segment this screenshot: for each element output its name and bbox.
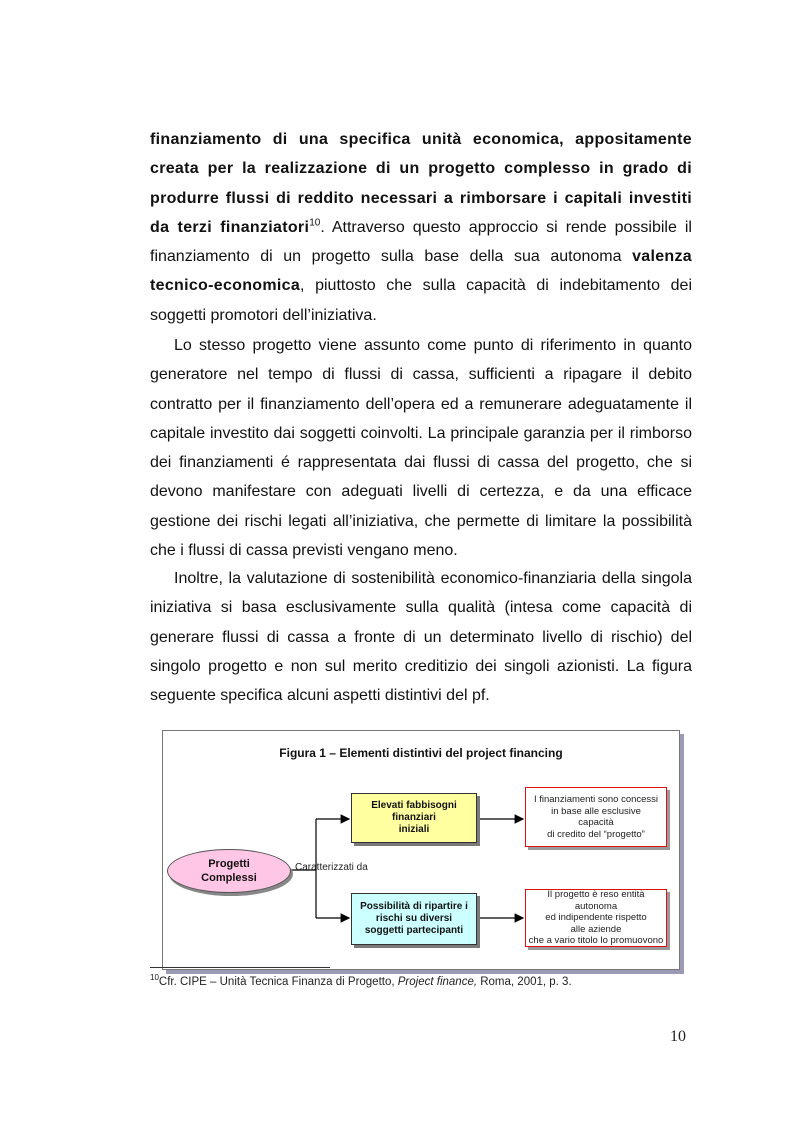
figure-title: Figura 1 – Elementi distintivi del project financing (279, 746, 563, 760)
paragraph-1 (150, 125, 692, 330)
bottom-box-line-2: rischi su diversi (375, 913, 453, 924)
footnote-divider (150, 967, 330, 968)
bottom-result-line-2: ed indipendente rispetto (545, 912, 647, 924)
top-result-line-1: I finanziamenti sono concessi (533, 794, 659, 805)
bottom-box-line-3: soggetti partecipanti (364, 925, 464, 936)
figure-1 (162, 730, 680, 970)
top-result-line-3: capacità (578, 817, 614, 828)
paragraph-1-text-b: , piuttosto che sulla capacità di indebitamento dei soggetti promotori dell’iniziativa. (150, 277, 692, 324)
top-result-line-2: in base alle esclusive (551, 805, 641, 817)
top-box-line-1: Elevati fabbisogni (371, 800, 457, 811)
top-box-line-3: iniziali (398, 824, 430, 835)
paragraph-2: Lo stesso progetto viene assunto come punto di riferimento in quanto generatore nel tempo di flussi di cassa, sufficienti a ripagare il debito contratto per il finanziamento dell’opera ed a remunerare adeguatamente il capitale investito dai soggetti coinvolti. La principale garanzia per il rimborso dei finanziamenti é rappresentata dai flussi di cassa del progetto, che si devono manifestare con adeguati livelli di certezza, e da una efficace gestione dei rischi legati all’iniziativa, che permette di limitare la possibilità che i flussi di cassa previsti vengano meno. (150, 337, 692, 560)
bold-mid-text: valenza tecnico-economica (150, 248, 692, 295)
result-credit-capacity (525, 787, 667, 847)
root-line-2: Complessi (201, 872, 257, 884)
root-node-projects (167, 849, 291, 893)
bottom-box-line-1: Possibilità di ripartire i (360, 901, 468, 912)
top-box-line-2: finanziari (392, 812, 436, 823)
bottom-result-line-3: alle aziende (570, 923, 622, 935)
paragraph-1-text-a: . Attraverso questo approccio si rende possibile il finanziamento di un progetto sulla base della sua autonoma (150, 218, 692, 266)
footnote-number: 10 (150, 973, 159, 983)
node-risk-sharing (351, 893, 477, 945)
result-autonomous-entity (525, 889, 667, 947)
footnote (150, 973, 572, 988)
footnote-text-b: Roma, 2001, p. 3. (477, 976, 572, 988)
bottom-result-line-1: Il progetto è reso entità autonoma (547, 889, 645, 912)
bottom-result-line-4: che a vario titolo lo promuovono (528, 935, 664, 947)
top-result-line-4: di credito del “progetto” (547, 828, 645, 840)
footnote-title: Project finance, (397, 976, 478, 988)
root-line-1: Progetti (208, 858, 250, 870)
footnote-ref[interactable]: 10 (309, 217, 321, 229)
bold-lead-text: finanziamento di una specifica unità economica, appositamente creata per la realizzazione di un progetto complesso in grado di produrre flussi di reddito necessari a rimborsare i capitali investiti da terzi finanziatori (150, 131, 692, 236)
footnote-text-a: Cfr. CIPE – Unità Tecnica Finanza di Progetto, (158, 976, 398, 988)
node-financial-needs (351, 793, 477, 843)
page-number: 10 (670, 1028, 686, 1045)
connector-label: Caratterizzati da (295, 862, 368, 873)
paragraph-3: Inoltre, la valutazione di sostenibilità economico-finanziaria della singola iniziativa si basa esclusivamente sulla qualità (intesa come capacità di generare flussi di cassa a fronte di un determinato livello di rischio) del singolo progetto e non sul merito creditizio dei singoli azionisti. La figura seguente specifica alcuni aspetti distintivi del pf. (150, 570, 692, 705)
